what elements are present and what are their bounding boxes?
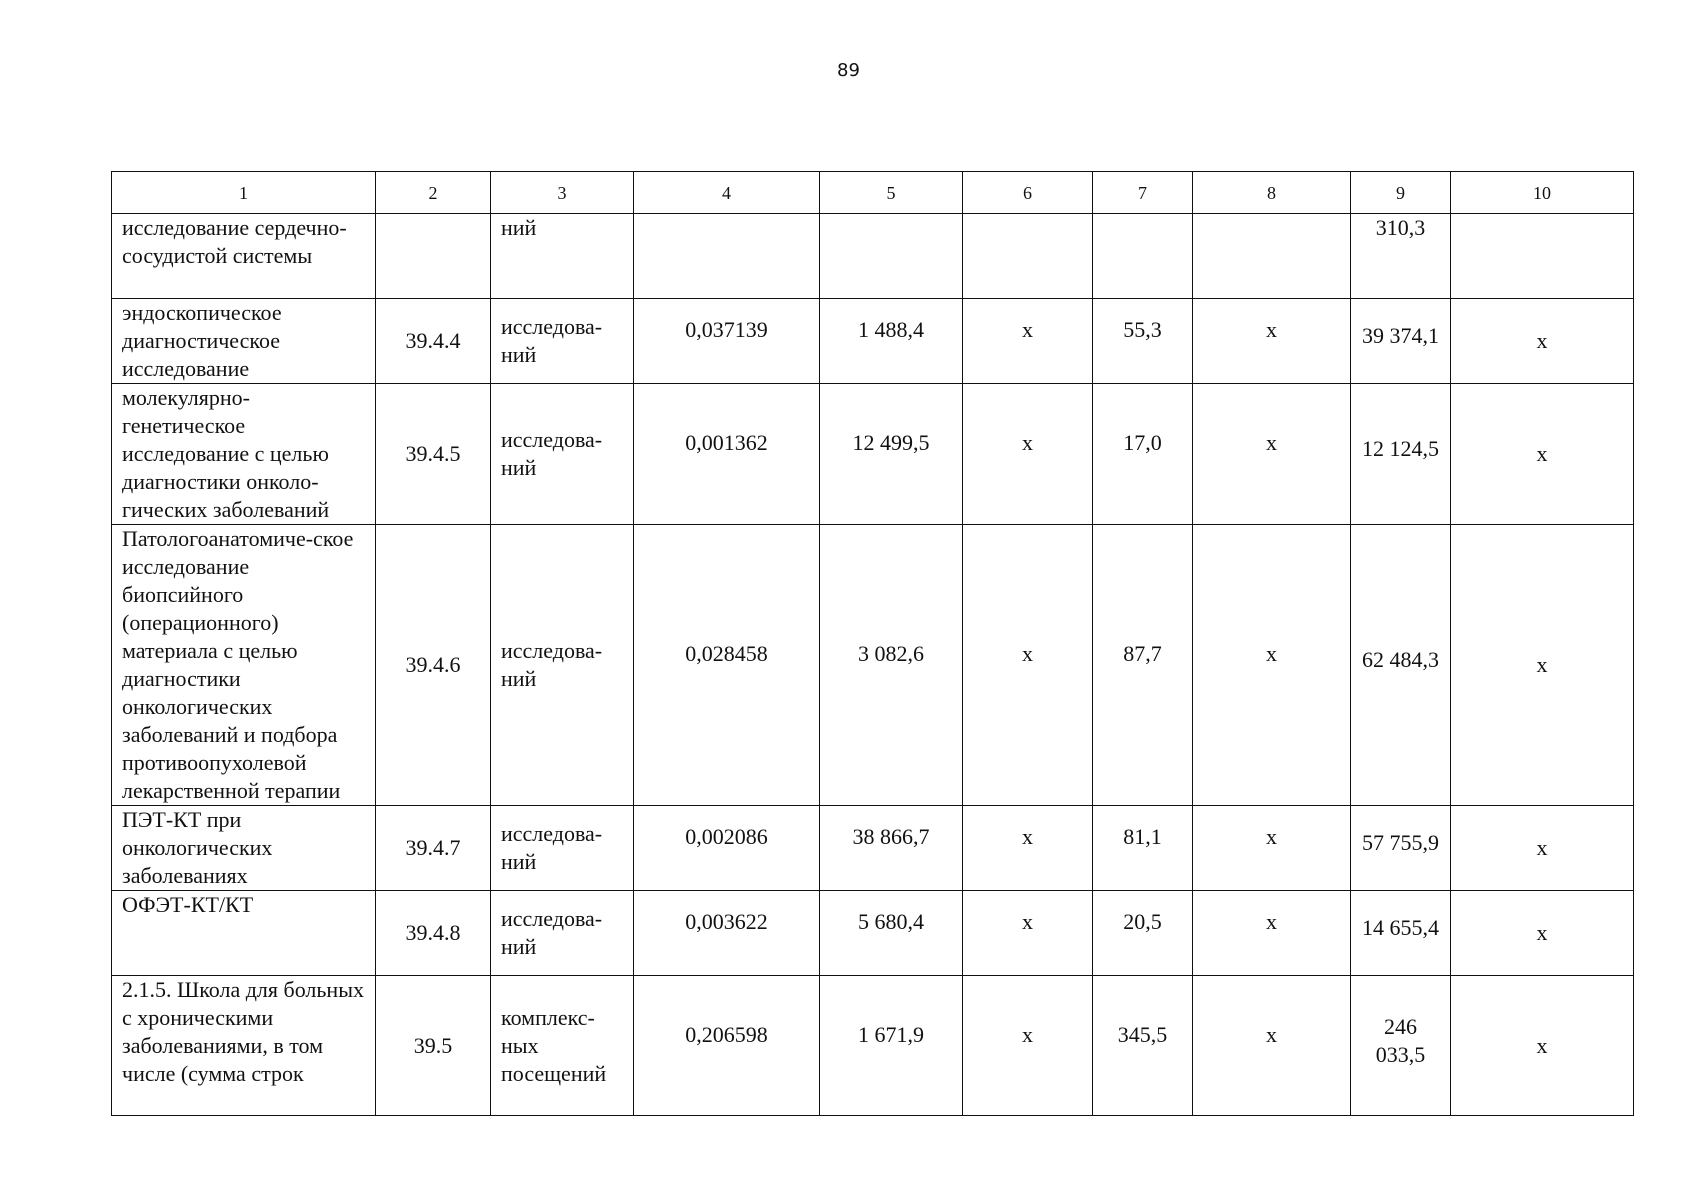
row-cell-4 <box>634 891 820 976</box>
row-cell-9 <box>1351 806 1451 891</box>
row-value-8: х <box>1266 1021 1277 1047</box>
column-header: 2 <box>376 172 491 214</box>
row-value-7: 345,5 <box>1117 1021 1168 1047</box>
table-row <box>112 214 1634 299</box>
row-value-6: х <box>1022 1021 1033 1047</box>
column-header: 9 <box>1351 172 1451 214</box>
row-value-5: 1 488,4 <box>858 317 924 342</box>
row-value-7: 81,1 <box>1123 824 1162 849</box>
row-value-9: 62 484,3 <box>1362 647 1439 672</box>
row-name-cell: эндоскопическое диагностическое исследование <box>112 299 376 384</box>
row-cell-6 <box>963 806 1093 891</box>
row-value-9: 57 755,9 <box>1362 830 1439 855</box>
row-cell-6 <box>963 299 1093 384</box>
row-cell-5 <box>820 299 963 384</box>
row-cell-9 <box>1351 384 1451 525</box>
row-value-9: 39 374,1 <box>1362 323 1439 348</box>
row-name-cell: 2.1.5. Школа для больных с хроническими заболеваниями, в том числе (сумма строк <box>112 976 376 1116</box>
row-cell-8 <box>1193 384 1351 525</box>
row-value-9: 246 033,5 <box>1375 1013 1426 1067</box>
column-header: 5 <box>820 172 963 214</box>
row-cell-10: х <box>1451 806 1634 891</box>
row-unit-cell: исследова-ний <box>491 891 634 976</box>
row-code-cell: 39.4.5 <box>376 384 491 525</box>
table-row <box>112 384 1634 525</box>
column-header: 8 <box>1193 172 1351 214</box>
row-value-6: х <box>1022 317 1033 342</box>
row-cell-4 <box>634 976 820 1116</box>
row-value-9: 12 124,5 <box>1362 436 1439 461</box>
row-value-4: 0,002086 <box>685 824 768 849</box>
row-cell-5 <box>820 806 963 891</box>
table-row <box>112 976 1634 1116</box>
row-name-cell: Патологоанатомиче-ское исследование биопсийного (операционного) материала с целью диагностики онкологических заболеваний и подбора противоопухолевой лекарственной терапии <box>112 525 376 806</box>
data-table <box>111 171 1634 1116</box>
row-name-cell: исследование сердечно-сосудистой системы <box>112 214 376 299</box>
column-header: 10 <box>1451 172 1634 214</box>
row-code-cell: 39.4.7 <box>376 806 491 891</box>
row-name-cell: ПЭТ-КТ при онкологических заболеваниях <box>112 806 376 891</box>
row-cell-9 <box>1351 525 1451 806</box>
table-header-row <box>112 172 1634 214</box>
row-unit-cell: исследова-ний <box>491 384 634 525</box>
row-cell-7 <box>1093 299 1193 384</box>
row-value-6: х <box>1022 909 1033 934</box>
row-cell-10 <box>1451 214 1634 299</box>
row-value-7: 55,3 <box>1123 317 1162 342</box>
row-value-4: 0,001362 <box>685 430 768 455</box>
row-cell-5 <box>820 525 963 806</box>
row-cell-6 <box>963 525 1093 806</box>
page-number: 89 <box>837 60 860 81</box>
row-cell-6 <box>963 891 1093 976</box>
row-cell-8 <box>1193 299 1351 384</box>
row-unit-cell: комплекс-ных посещений <box>491 976 634 1116</box>
row-value-5: 3 082,6 <box>858 641 924 666</box>
row-cell-9 <box>1351 214 1451 299</box>
row-cell-9 <box>1351 976 1451 1116</box>
row-value-4: 0,037139 <box>685 317 768 342</box>
table-row <box>112 299 1634 384</box>
table-row <box>112 525 1634 806</box>
row-unit-cell: исследова-ний <box>491 525 634 806</box>
row-unit-cell: исследова-ний <box>491 299 634 384</box>
row-cell-7 <box>1093 384 1193 525</box>
row-cell-4 <box>634 384 820 525</box>
row-cell-8 <box>1193 976 1351 1116</box>
row-value-8: х <box>1266 430 1277 455</box>
row-value-9: 310,3 <box>1375 215 1426 240</box>
row-value-4: 0,206598 <box>685 1021 768 1047</box>
row-unit-cell: ний <box>491 214 634 299</box>
row-value-4: 0,028458 <box>685 641 768 666</box>
row-cell-10: х <box>1451 891 1634 976</box>
row-cell-4 <box>634 525 820 806</box>
row-cell-6 <box>963 384 1093 525</box>
column-header: 3 <box>491 172 634 214</box>
row-cell-6 <box>963 214 1093 299</box>
row-value-7: 20,5 <box>1123 909 1162 934</box>
row-cell-10: х <box>1451 976 1634 1116</box>
row-cell-10: х <box>1451 299 1634 384</box>
row-value-5: 38 866,7 <box>852 824 930 849</box>
row-cell-4 <box>634 214 820 299</box>
table-row <box>112 806 1634 891</box>
row-value-5: 5 680,4 <box>858 909 924 934</box>
row-unit-cell: исследова-ний <box>491 806 634 891</box>
column-header: 6 <box>963 172 1093 214</box>
row-cell-10: х <box>1451 525 1634 806</box>
row-cell-8 <box>1193 525 1351 806</box>
row-cell-6 <box>963 976 1093 1116</box>
row-cell-7 <box>1093 976 1193 1116</box>
row-cell-5 <box>820 891 963 976</box>
row-cell-9 <box>1351 891 1451 976</box>
column-header: 4 <box>634 172 820 214</box>
row-value-4: 0,003622 <box>685 909 768 934</box>
row-cell-9 <box>1351 299 1451 384</box>
row-value-5: 1 671,9 <box>858 1021 924 1047</box>
row-code-cell: 39.4.6 <box>376 525 491 806</box>
row-value-7: 17,0 <box>1123 430 1162 455</box>
row-cell-4 <box>634 806 820 891</box>
row-value-8: х <box>1266 909 1277 934</box>
row-cell-7 <box>1093 214 1193 299</box>
row-cell-8 <box>1193 891 1351 976</box>
row-value-8: х <box>1266 317 1277 342</box>
row-value-7: 87,7 <box>1123 641 1162 666</box>
row-value-8: х <box>1266 641 1277 666</box>
row-cell-4 <box>634 299 820 384</box>
row-value-8: х <box>1266 824 1277 849</box>
row-value-6: х <box>1022 641 1033 666</box>
row-value-9: 14 655,4 <box>1362 915 1439 940</box>
row-cell-5 <box>820 214 963 299</box>
column-header: 1 <box>112 172 376 214</box>
table-row <box>112 891 1634 976</box>
row-name-cell: молекулярно-генетическое исследование с целью диагностики онколо-гических заболеваний <box>112 384 376 525</box>
row-cell-7 <box>1093 806 1193 891</box>
column-header: 7 <box>1093 172 1193 214</box>
row-cell-5 <box>820 976 963 1116</box>
row-value-5: 12 499,5 <box>852 430 930 455</box>
row-name-cell: ОФЭТ-КТ/КТ <box>112 891 376 976</box>
row-cell-8 <box>1193 806 1351 891</box>
row-code-cell: 39.5 <box>376 976 491 1116</box>
row-value-6: х <box>1022 824 1033 849</box>
row-cell-8 <box>1193 214 1351 299</box>
row-cell-7 <box>1093 525 1193 806</box>
row-code-cell <box>376 214 491 299</box>
row-cell-10: х <box>1451 384 1634 525</box>
row-cell-5 <box>820 384 963 525</box>
row-code-cell: 39.4.8 <box>376 891 491 976</box>
row-cell-7 <box>1093 891 1193 976</box>
row-value-6: х <box>1022 430 1033 455</box>
row-code-cell: 39.4.4 <box>376 299 491 384</box>
